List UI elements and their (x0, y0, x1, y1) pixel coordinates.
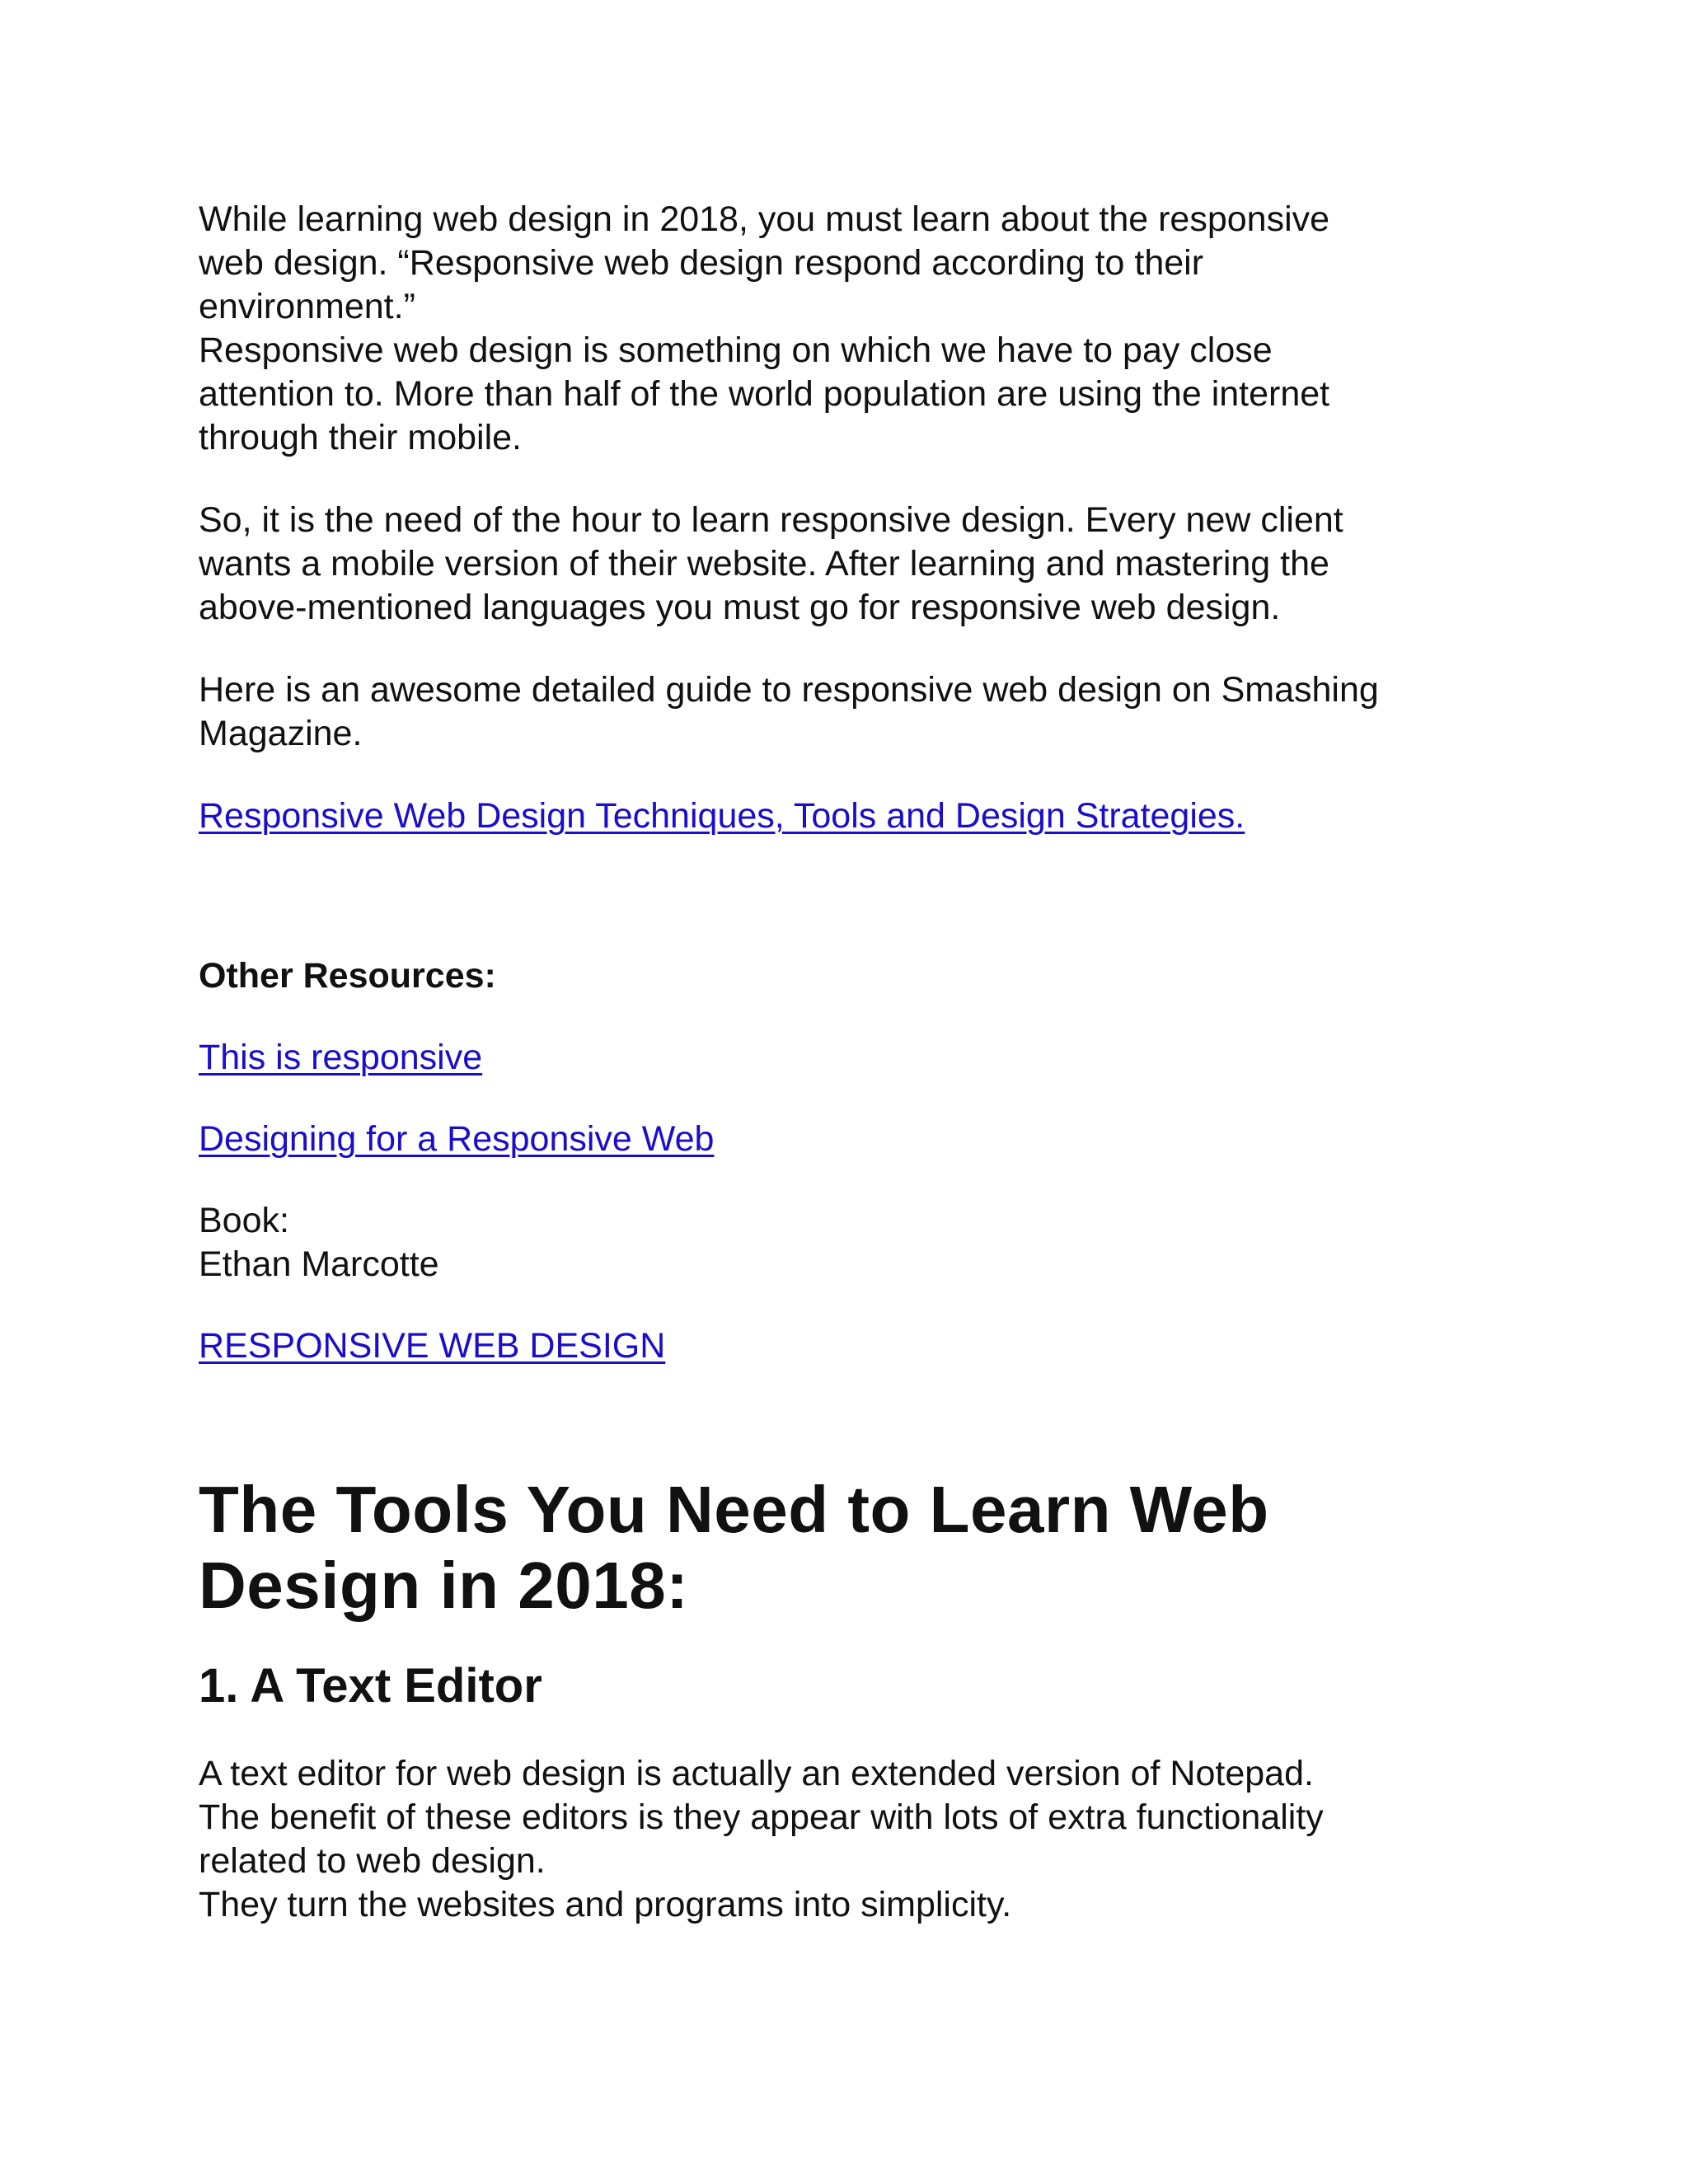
intro-line: attention to. More than half of the world population are using the internet (199, 374, 1330, 414)
responsive-web-design-book-link[interactable]: RESPONSIVE WEB DESIGN (199, 1326, 666, 1366)
guide-line: Magazine. (199, 714, 363, 753)
this-is-responsive-paragraph (199, 1036, 1517, 1080)
guide-paragraph (199, 668, 1517, 756)
document-page (199, 198, 1517, 1927)
tools-heading-line: Design in 2018: (199, 1549, 689, 1622)
designing-responsive-web-link[interactable]: Designing for a Responsive Web (199, 1119, 715, 1159)
guide-line: Here is an awesome detailed guide to responsive web design on Smashing (199, 670, 1379, 710)
book-paragraph (199, 1199, 1517, 1286)
intro-line: environment.” (199, 287, 415, 326)
intro-line: Responsive web design is something on which we have to pay close (199, 330, 1273, 370)
this-is-responsive-link[interactable]: This is responsive (199, 1038, 483, 1077)
text-editor-heading: 1. A Text Editor (199, 1659, 542, 1713)
intro-line: through their mobile. (199, 418, 522, 457)
need-paragraph (199, 499, 1517, 630)
need-line: wants a mobile version of their website. After learning and mastering the (199, 544, 1329, 583)
text-editor-line: The benefit of these editors is they appear with lots of extra functionality (199, 1797, 1324, 1837)
tools-heading (199, 1472, 1517, 1624)
text-editor-line: related to web design. (199, 1841, 546, 1881)
intro-line: web design. “Responsive web design respond according to their (199, 243, 1204, 283)
tools-heading-line: The Tools You Need to Learn Web (199, 1473, 1269, 1546)
other-resources-heading: Other Resources: (199, 956, 496, 996)
need-line: above-mentioned languages you must go for responsive web design. (199, 588, 1281, 627)
text-editor-line: A text editor for web design is actually an extended version of Notepad. (199, 1754, 1314, 1793)
designing-link-paragraph (199, 1118, 1517, 1161)
book-label: Book: (199, 1201, 289, 1240)
book-link-paragraph (199, 1324, 1517, 1368)
smashing-guide-link[interactable]: Responsive Web Design Techniques, Tools and Design Strategies. (199, 796, 1245, 836)
smashing-link-paragraph (199, 794, 1517, 838)
text-editor-paragraph (199, 1752, 1517, 1927)
intro-paragraph (199, 198, 1517, 460)
intro-line: While learning web design in 2018, you must learn about the responsive (199, 199, 1330, 239)
text-editor-line: They turn the websites and programs into simplicity. (199, 1885, 1012, 1924)
book-author: Ethan Marcotte (199, 1244, 439, 1284)
need-line: So, it is the need of the hour to learn responsive design. Every new client (199, 500, 1343, 540)
